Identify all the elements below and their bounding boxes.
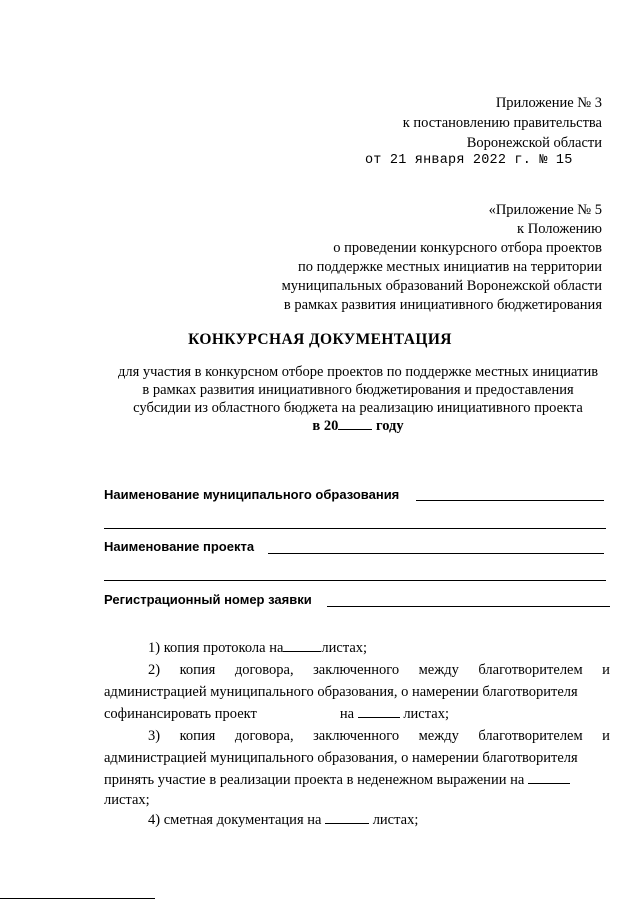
item-3-text: принять участие в реализации проекта в неденежном выражении на — [104, 772, 525, 788]
appendix-3-number: Приложение № 3 — [495, 95, 602, 111]
appendix-5-line6: в рамках развития инициативного бюджетирования — [283, 297, 602, 313]
item-2-word: договора, — [234, 662, 294, 678]
item-3-word: копия — [179, 728, 216, 744]
municipality-field-line-2 — [104, 528, 606, 529]
item-2-word: заключенного — [313, 662, 400, 678]
item-4-blank — [325, 811, 369, 824]
registration-field-line — [327, 606, 610, 607]
item-2-line-1 — [104, 660, 610, 680]
project-label: Наименование проекта — [104, 539, 255, 554]
subtitle-year — [0, 416, 640, 436]
item-2-line-2: администрацией муниципального образования, о намерении благотворителя — [104, 684, 578, 700]
item-1-blank — [283, 639, 321, 652]
year-blank — [338, 417, 372, 430]
subtitle-line-3: субсидии из областного бюджета на реализацию инициативного проекта — [133, 400, 583, 416]
registration-label: Регистрационный номер заявки — [104, 592, 312, 607]
item-3-line-1 — [104, 726, 610, 746]
appendix-3-region: Воронежской области — [466, 135, 602, 151]
municipality-field-line — [416, 500, 604, 501]
item-2-on: на — [339, 706, 355, 722]
item-1-suffix: листах; — [321, 640, 368, 656]
municipality-label: Наименование муниципального образования — [104, 487, 400, 502]
item-3-word: и — [602, 728, 610, 744]
item-2-word: благотворителем — [478, 662, 583, 678]
item-4 — [148, 810, 418, 830]
document-title: КОНКУРСНАЯ ДОКУМЕНТАЦИЯ — [188, 331, 452, 348]
appendix-5-line4: по поддержке местных инициатив на территории — [298, 259, 602, 275]
item-1 — [148, 638, 367, 658]
item-3-word: благотворителем — [478, 728, 583, 744]
item-3-line-3 — [104, 770, 570, 790]
item-2-blank — [358, 705, 400, 718]
item-2-cofinance: софинансировать проект — [104, 706, 257, 722]
item-2-sheets: листах; — [403, 706, 449, 722]
item-3-word: заключенного — [313, 728, 400, 744]
item-1-text: 1) копия протокола на — [148, 640, 284, 656]
appendix-5-number: «Приложение № 5 — [488, 202, 602, 218]
item-2-number: 2) — [148, 662, 161, 678]
appendix-5-regulation: к Положению — [517, 221, 602, 237]
item-3-line-4: листах; — [104, 792, 150, 808]
item-3-word: между — [418, 728, 459, 744]
appendix-3-date: от 21 января 2022 г. № 15 — [365, 153, 573, 168]
item-2-word: и — [602, 662, 610, 678]
project-field-line-2 — [104, 580, 606, 581]
year-prefix: в 20 — [312, 418, 339, 434]
subtitle-line-2: в рамках развития инициативного бюджетирования и предоставления — [142, 382, 574, 398]
appendix-5-line3: о проведении конкурсного отбора проектов — [333, 240, 602, 256]
item-3-number: 3) — [148, 728, 161, 744]
item-3-line-2: администрацией муниципального образования, о намерении благотворителя — [104, 750, 578, 766]
appendix-3-resolution: к постановлению правительства — [402, 115, 602, 131]
item-4-suffix: листах; — [372, 812, 419, 828]
appendix-5-line5: муниципальных образований Воронежской области — [281, 278, 602, 294]
subtitle-line-1: для участия в конкурсном отборе проектов по поддержке местных инициатив — [117, 364, 599, 380]
project-field-line — [268, 553, 604, 554]
item-2-line-3 — [104, 704, 449, 724]
year-suffix: году — [375, 418, 404, 434]
item-3-word: договора, — [234, 728, 294, 744]
footnote-separator — [0, 898, 155, 899]
item-2-word: между — [418, 662, 459, 678]
item-4-text: 4) сметная документация на — [148, 812, 322, 828]
item-2-word: копия — [179, 662, 216, 678]
item-3-blank — [528, 771, 570, 784]
